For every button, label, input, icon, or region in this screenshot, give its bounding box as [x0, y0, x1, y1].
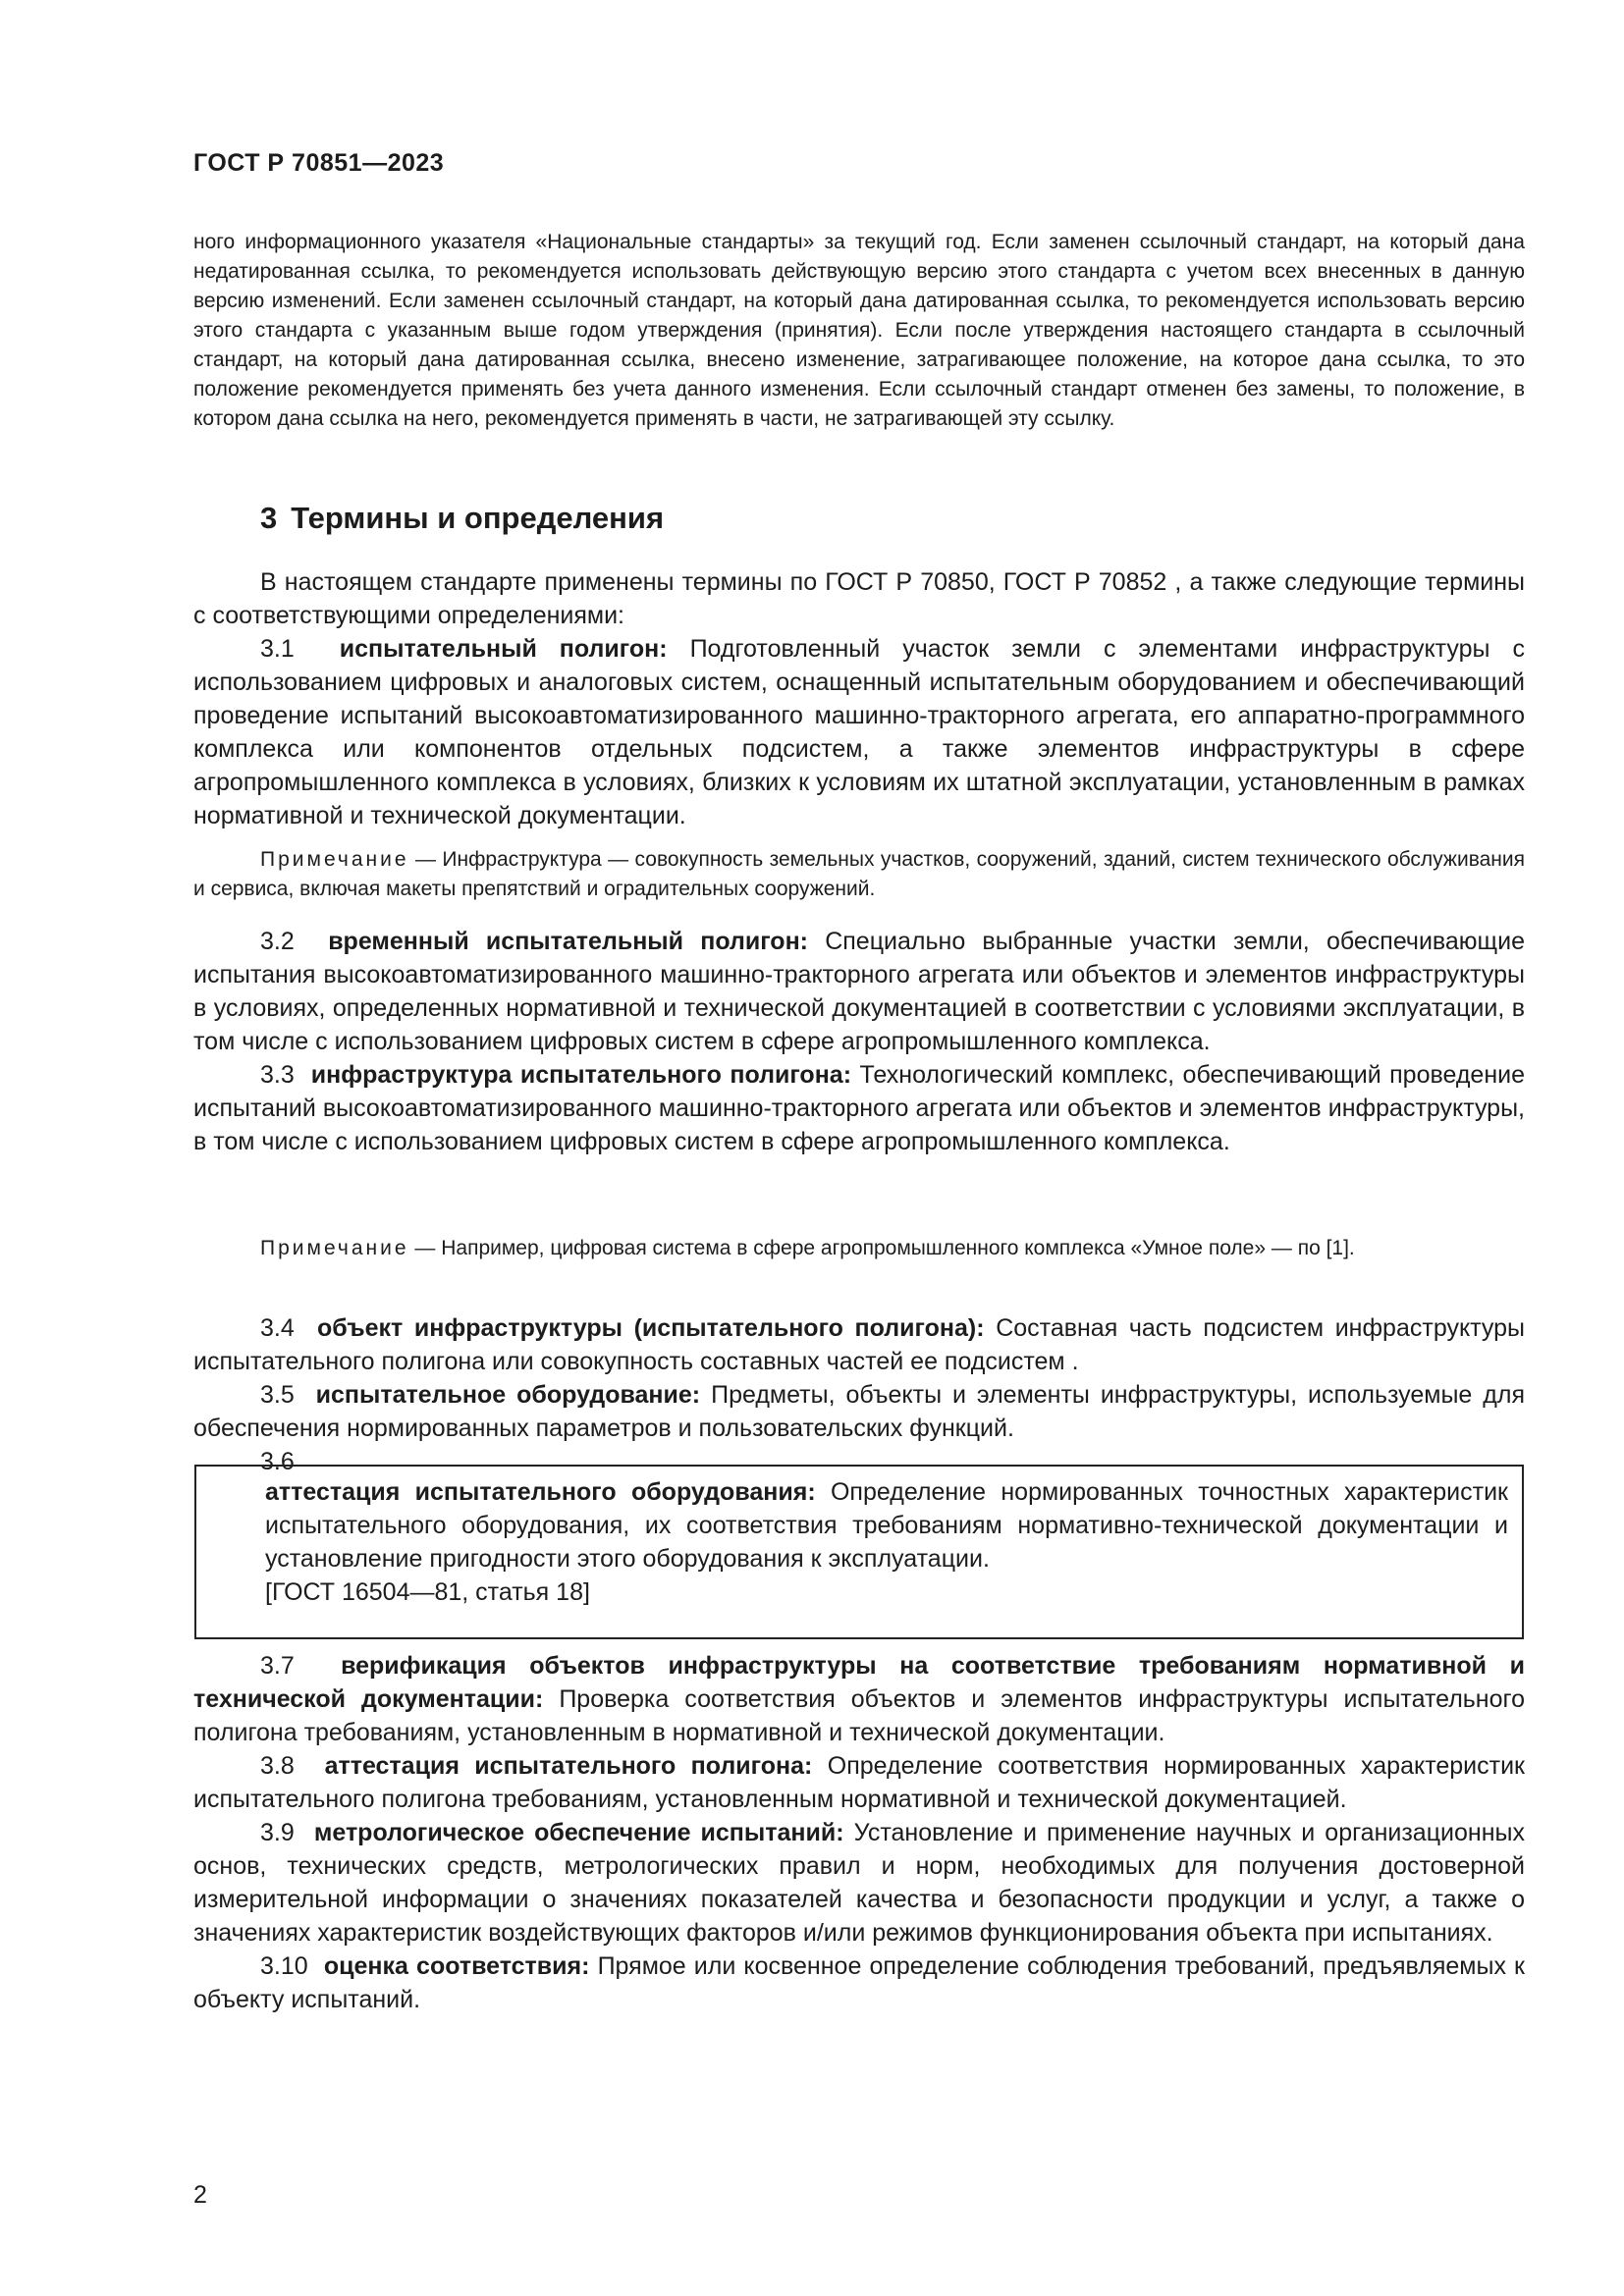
term-definition: Специально выбранные участки земли, обеспечивающие испытания высокоавтоматизированного машинно-тракторного агрегата или объектов и элементов инфраструктуры в условиях, определенных нормативной и технической документацией в соответствии с условиями эксплуатации, в том числе с использованием цифровых систем в сфере агропромышленного комплекса. — [193, 928, 1525, 1055]
term-3-8 — [193, 1749, 1525, 1816]
section-number: 3 — [260, 501, 278, 535]
section-heading — [260, 501, 664, 536]
term-title: испытательное оборудование: — [315, 1381, 701, 1409]
term-title: инфраструктура испытательного полигона: — [310, 1061, 852, 1089]
term-definition: Установление и применение научных и организационных основ, технических средств, метрологических правил и норм, необходимых для получения достоверной измерительной информации о значениях показателей качества и безопасности продукции и услуг, а также о значениях характеристик воздействующих факторов и/или режимов функционирования объекта при испытаниях. — [193, 1819, 1525, 1947]
term-title: временный испытательный полигон: — [328, 928, 808, 955]
term-definition: Технологический комплекс, обеспечивающий проведение испытаний высокоавтоматизированного машинно-тракторного агрегата или объектов и элементов инфраструктуры, в том числе с использованием цифровых систем в сфере агропромышленного комплекса. — [193, 1061, 1526, 1155]
term-definition: Прямое или косвенное определение соблюдения требований, предъявляемых к объекту испытаний. — [193, 1952, 1525, 2013]
document-header-id: ГОСТ Р 70851—2023 — [193, 149, 445, 177]
term-title: объект инфраструктуры (испытательного полигона): — [317, 1314, 985, 1342]
term-number: 3.3 — [260, 1061, 295, 1089]
note-2 — [193, 1234, 1525, 1263]
term-number: 3.2 — [260, 928, 295, 955]
term-number: 3.5 — [260, 1381, 295, 1409]
term-3-5 — [193, 1378, 1525, 1445]
note-label: Примечание — [260, 848, 409, 871]
term-definition: Определение соответствия нормированных характеристик испытательного полигона требованиям, установленным нормативной и технической документацией. — [193, 1752, 1525, 1813]
term-3-2 — [193, 925, 1525, 1058]
term-number: 3.8 — [260, 1752, 295, 1780]
term-title: аттестация испытательного оборудования: — [265, 1478, 816, 1506]
term-source: [ГОСТ 16504—81, статья 18] — [265, 1578, 590, 1606]
term-title: испытательный полигон: — [339, 635, 668, 663]
section-body-1 — [193, 565, 1525, 832]
term-number: 3.4 — [260, 1314, 295, 1342]
intro-paragraph — [193, 228, 1525, 434]
term-3-4 — [193, 1311, 1525, 1378]
term-definition: Проверка соответствия объектов и элементов инфраструктуры испытательного полигона требованиям, установленным в нормативной и технической документации. — [193, 1685, 1525, 1746]
intro-text: ного информационного указателя «Национальные стандарты» за текущий год. Если заменен ссылочный стандарт, на который дана недатированная ссылка, то рекомендуется использовать действующую версию этого стандарта с учетом всех внесенных в данную версию изменений. Если заменен ссылочный стандарт, на который дана датированная ссылка, то рекомендуется использовать версию этого стандарта с указанным выше годом утверждения (принятия). Если после утверждения настоящего стандарта в ссылочный стандарт, на который дана датированная ссылка, внесено изменение, затрагивающее положение, на которое дана ссылка, то это положение рекомендуется применять без учета данного изменения. Если ссылочный стандарт отменен без замены, то положение, в котором дана ссылка на него, рекомендуется применять в части, не затрагивающей эту ссылку. — [193, 231, 1525, 430]
section-body-3 — [193, 1311, 1525, 1478]
note-label: Примечание — [260, 1237, 409, 1259]
section-body-2 — [193, 925, 1525, 1158]
section-lead: В настоящем стандарте применены термины по ГОСТ Р 70850, ГОСТ Р 70852 , а также следующие термины с соответствующими определениями: — [193, 568, 1525, 629]
term-definition: Предметы, объекты и элементы инфраструктуры, используемые для обеспечения нормированных параметров и пользовательских функций. — [193, 1381, 1525, 1442]
term-number: 3.7 — [260, 1652, 295, 1680]
term-3-10 — [193, 1949, 1525, 2016]
page-number: 2 — [193, 2181, 207, 2209]
term-3-6 — [265, 1475, 1508, 1575]
note-text: — Например, цифровая система в сфере агропромышленного комплекса «Умное поле» — по [1]. — [414, 1237, 1355, 1259]
borrowed-term-box — [194, 1465, 1524, 1639]
term-definition: Подготовленный участок земли с элементами инфраструктуры с использованием цифровых и аналоговых систем, оснащенный испытательным оборудованием и обеспечивающий проведение испытаний высокоавтоматизированного машинно-тракторного агрегата, его аппаратно-программного комплекса или компонентов отдельных подсистем, а также элементов инфраструктуры в сфере агропромышленного комплекса в условиях, близких к условиям их штатной эксплуатации, установленным в рамках нормативной и технической документации. — [193, 635, 1525, 829]
note-1 — [193, 845, 1525, 904]
term-title: оценка соответствия: — [323, 1952, 590, 1980]
term-title: аттестация испытательного полигона: — [324, 1752, 813, 1780]
section-title: Термины и определения — [291, 501, 665, 535]
term-3-6-number: 3.6 — [260, 1448, 295, 1475]
term-title: метрологическое обеспечение испытаний: — [313, 1819, 844, 1846]
term-definition: Определение нормированных точностных характеристик испытательного оборудования, их соответствия требованиям нормативно-технической документации и установление пригодности этого оборудования к эксплуатации. — [265, 1478, 1508, 1573]
term-3-9 — [193, 1816, 1525, 1949]
note-text: — Инфраструктура — совокупность земельных участков, сооружений, зданий, систем технического обслуживания и сервиса, включая макеты препятствий и оградительных сооружений. — [193, 848, 1525, 900]
term-number: 3.9 — [260, 1819, 295, 1846]
term-number: 3.1 — [260, 635, 295, 663]
section-body-4 — [193, 1649, 1525, 2016]
term-3-3 — [193, 1058, 1525, 1158]
term-3-1 — [193, 632, 1525, 832]
term-number: 3.10 — [260, 1952, 308, 1980]
term-title: верификация объектов инфраструктуры на соответствие требованиям нормативной и технической документации: — [193, 1652, 1525, 1713]
term-definition: Составная часть подсистем инфраструктуры испытательного полигона или совокупность составных частей ее подсистем . — [193, 1314, 1525, 1375]
term-3-7 — [193, 1649, 1525, 1749]
